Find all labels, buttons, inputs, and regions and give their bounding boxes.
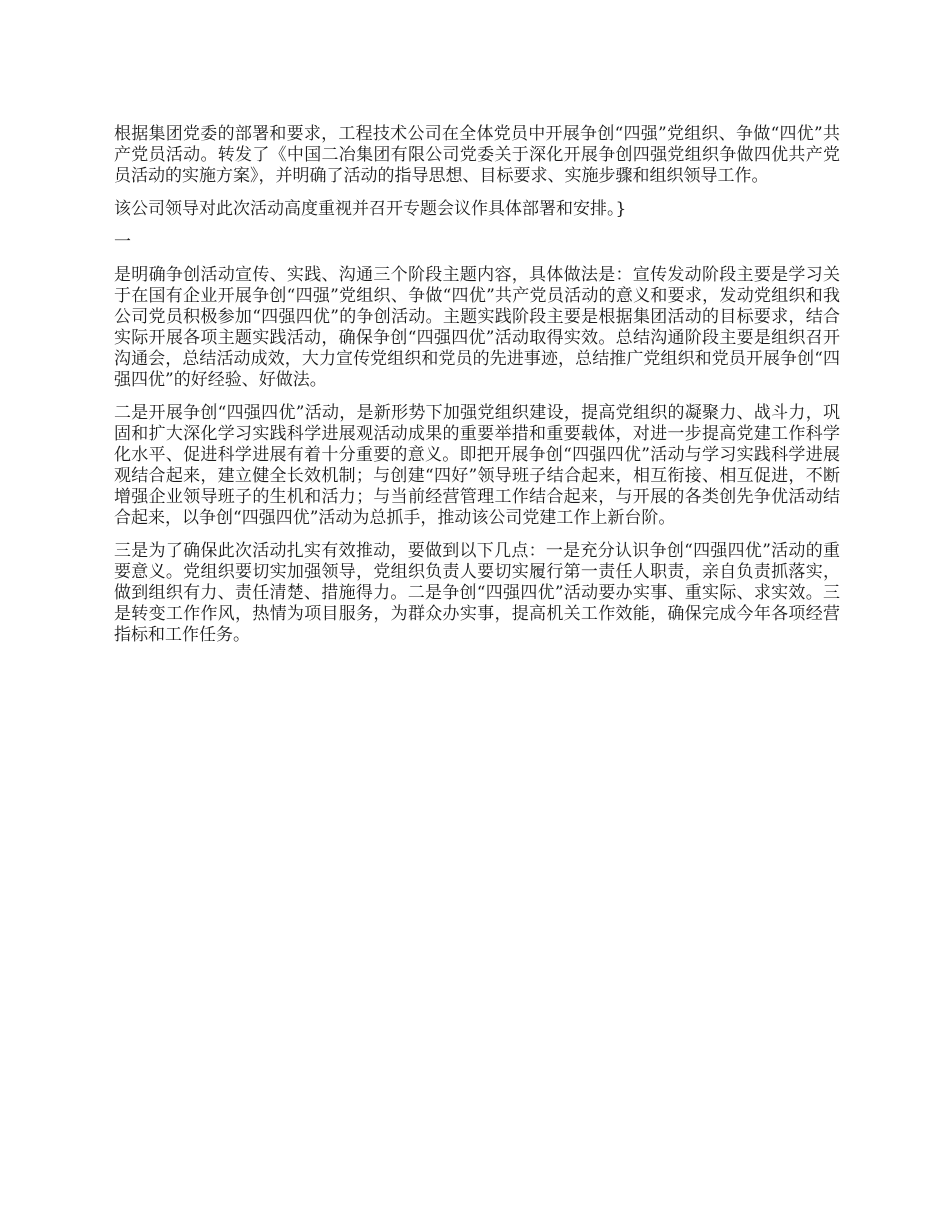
paragraph-requirements: 三是为了确保此次活动扎实有效推动，要做到以下几点：一是充分认识争创“四强四优”活动的重要意义。党组织要切实加强领导，党组织负责人要切实履行第一责任人职责，亲自负责抓落实，做到组织有力、责任清楚、措施得力。二是争创“四强四优”活动要办实事、重实际、求实效。三是转变工作作风，热情为项目服务，为群众办实事，提高机关工作效能，确保完成今年各项经营指标和工作任务。	[114, 541, 840, 645]
document-body	[114, 124, 840, 658]
paragraph-leadership: 该公司领导对此次活动高度重视并召开专题会议作具体部署和安排。}	[114, 199, 627, 219]
paragraph-stages: 是明确争创活动宣传、实践、沟通三个阶段主题内容，具体做法是：宣传发动阶段主要是学习关于在国有企业开展争创“四强”党组织、争做“四优”共产党员活动的意义和要求，发动党组织和我公司党员积极参加“四强四优”的争创活动。主题实践阶段主要是根据集团活动的目标要求，结合实际开展各项主题实践活动，确保争创“四强四优”活动取得实效。总结沟通阶段主要是组织召开沟通会，总结活动成效，大力宣传党组织和党员的先进事迹，总结推广党组织和党员开展争创“四强四优”的好经验、好做法。	[114, 265, 840, 390]
paragraph-intro: 根据集团党委的部署和要求，工程技术公司在全体党员中开展争创“四强”党组织、争做“四优”共产党员活动。转发了《中国二冶集团有限公司党委关于深化开展争创四强党组织争做四优共产党员活动的实施方案》，并明确了活动的指导思想、目标要求、实施步骤和组织领导工作。	[114, 124, 840, 186]
paragraph-marker-one: 一	[114, 232, 131, 252]
paragraph-significance: 二是开展争创“四强四优”活动，是新形势下加强党组织建设，提高党组织的凝聚力、战斗力，巩固和扩大深化学习实践科学进展观活动成果的重要举措和重要载体，对进一步提高党建工作科学化水平、促进科学进展有着十分重要的意义。即把开展争创“四强四优”活动与学习实践科学进展观结合起来，建立健全长效机制；与创建“四好”领导班子结合起来，相互衔接、相互促进，不断增强企业领导班子的生机和活力；与当前经营管理工作结合起来，与开展的各类创先争优活动结合起来，以争创“四强四优”活动为总抓手，推动该公司党建工作上新台阶。	[114, 403, 840, 528]
